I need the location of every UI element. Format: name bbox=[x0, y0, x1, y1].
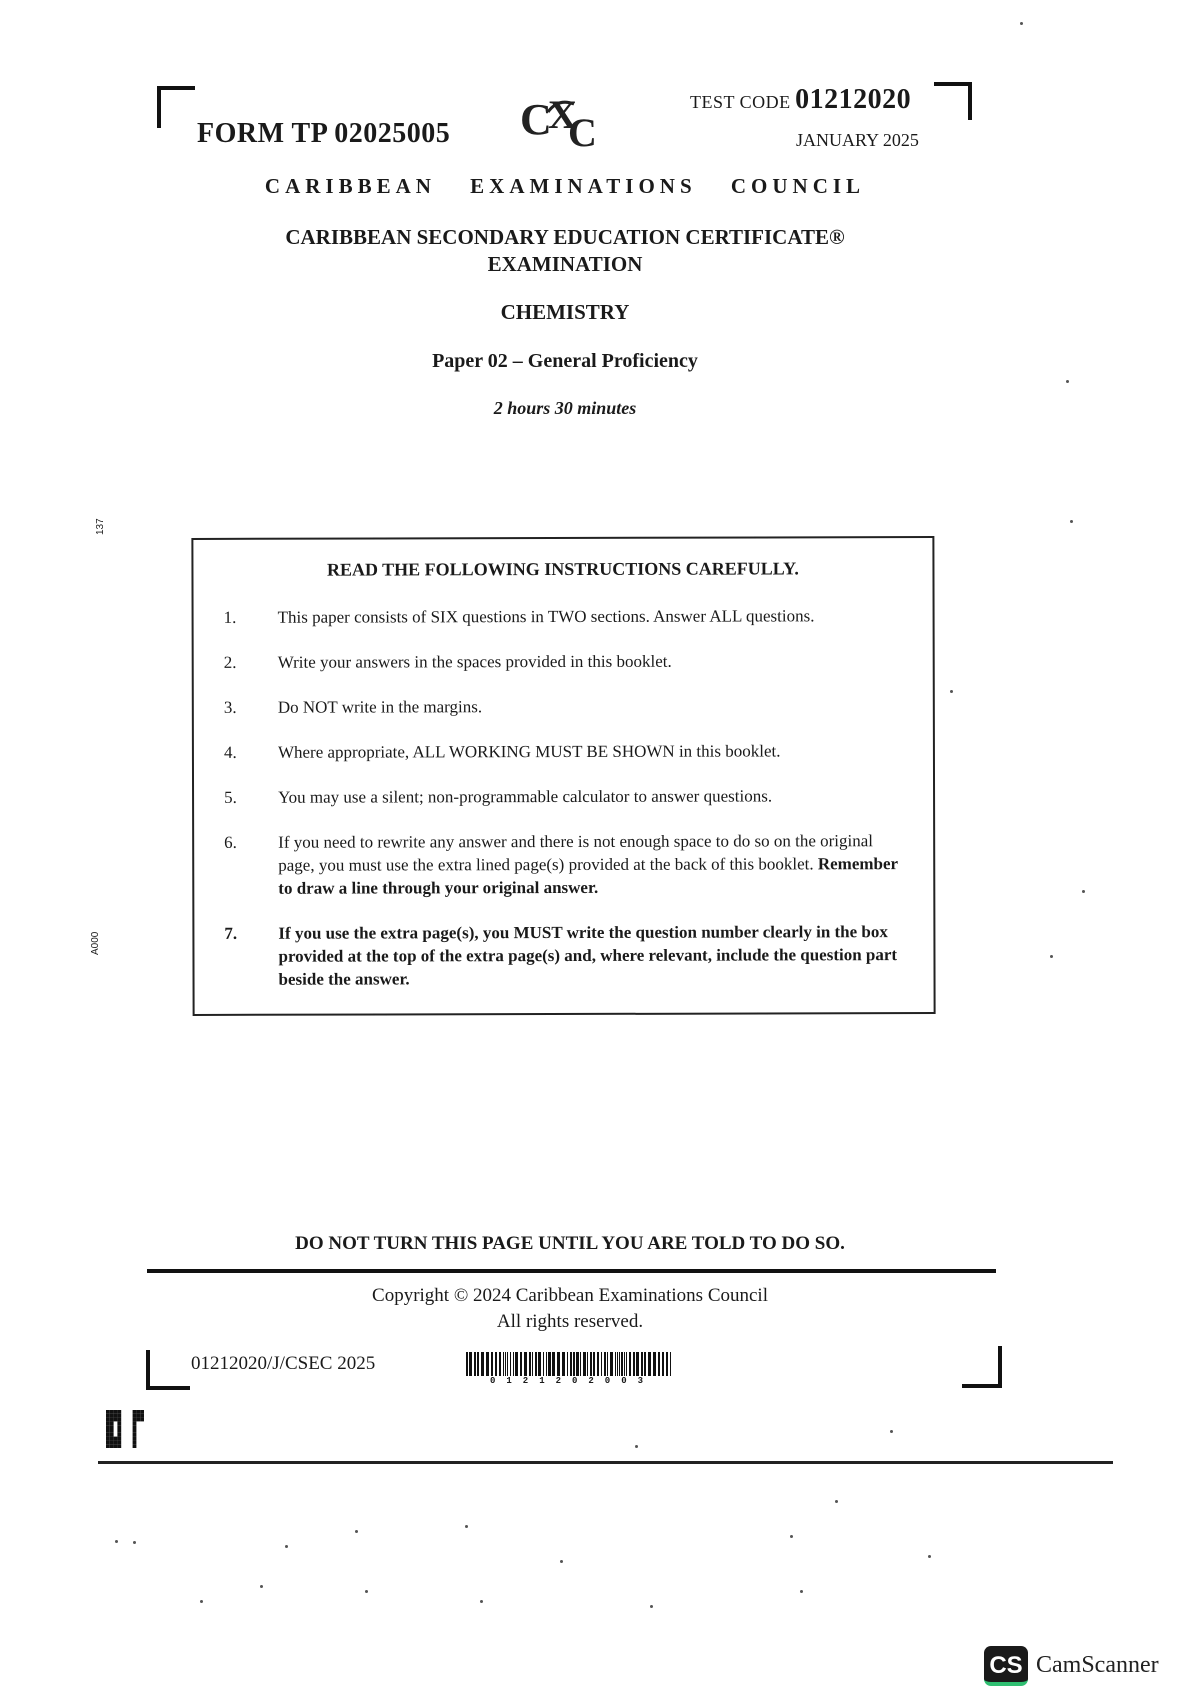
scan-speck bbox=[950, 690, 953, 693]
copyright-line-2: All rights reserved. bbox=[496, 1311, 644, 1332]
scan-speck bbox=[1020, 22, 1023, 25]
margin-mark-top: 137 bbox=[95, 518, 106, 535]
instruction-item bbox=[224, 739, 904, 764]
scan-speck bbox=[200, 1600, 203, 1603]
scan-speck bbox=[365, 1590, 368, 1593]
scan-speck bbox=[1070, 520, 1073, 523]
exam-duration: 2 hours 30 minutes bbox=[493, 398, 637, 418]
instructions-box bbox=[191, 536, 935, 1016]
instruction-number: 6. bbox=[224, 832, 237, 852]
instruction-text: Write your answers in the spaces provided in this booklet. bbox=[277, 651, 672, 672]
instruction-text: If you use the extra page(s), you MUST write the question number clearly in the box provided at the top of the extra page(s) and, where relevant, include the question part beside the answer. bbox=[278, 922, 898, 989]
svg-text:C: C bbox=[520, 95, 552, 144]
copyright-line-1: Copyright © 2024 Caribbean Examinations Council bbox=[372, 1285, 768, 1306]
cxc-logo bbox=[518, 90, 608, 154]
instruction-number: 4. bbox=[223, 742, 237, 762]
form-code: FORM TP 02025005 bbox=[197, 118, 451, 149]
paper-code: 01212020/J/CSEC 2025 bbox=[191, 1353, 376, 1374]
corner-mark-bottom-right bbox=[962, 1346, 1002, 1388]
corner-mark-top-left bbox=[157, 86, 195, 128]
barcode-digits: 0121202003 bbox=[490, 1376, 655, 1386]
scan-speck bbox=[800, 1590, 803, 1593]
copyright-block bbox=[0, 1283, 1140, 1335]
instruction-text: Do NOT write in the margins. bbox=[277, 697, 483, 717]
scan-speck bbox=[480, 1600, 483, 1603]
scan-speck bbox=[1082, 890, 1085, 893]
instruction-number: 5. bbox=[224, 787, 237, 807]
qr-code-icon bbox=[105, 1410, 145, 1448]
scan-speck bbox=[1050, 955, 1053, 958]
certificate-title bbox=[0, 224, 1130, 278]
council-name: CARIBBEAN EXAMINATIONS COUNCIL bbox=[264, 174, 866, 198]
instruction-number: 3. bbox=[223, 697, 237, 717]
instruction-number: 7. bbox=[224, 923, 238, 943]
scan-speck bbox=[560, 1560, 563, 1563]
corner-mark-bottom-left bbox=[146, 1350, 190, 1390]
scan-speck bbox=[928, 1555, 931, 1558]
page-bottom-divider bbox=[98, 1461, 1113, 1464]
test-code-block bbox=[690, 84, 911, 116]
margin-mark-bottom: A000 bbox=[90, 931, 101, 955]
scan-speck bbox=[285, 1545, 288, 1548]
scan-speck bbox=[465, 1525, 468, 1528]
camscanner-wordmark: CamScanner bbox=[1036, 1652, 1159, 1678]
scan-speck bbox=[260, 1585, 263, 1588]
instructions-list bbox=[224, 604, 905, 1013]
corner-mark-top-right bbox=[934, 82, 972, 120]
camscanner-logo-icon: CS bbox=[984, 1646, 1028, 1686]
instruction-number: 2. bbox=[223, 652, 237, 672]
scan-speck bbox=[790, 1535, 793, 1538]
subject-title: CHEMISTRY bbox=[500, 300, 630, 324]
test-code-label: TEST CODE bbox=[690, 92, 791, 112]
do-not-turn-warning: DO NOT TURN THIS PAGE UNTIL YOU ARE TOLD TO DO SO. bbox=[295, 1233, 845, 1254]
instruction-item bbox=[224, 649, 904, 674]
instruction-item bbox=[224, 694, 904, 719]
instruction-text: This paper consists of SIX questions in TWO sections. Answer ALL questions. bbox=[277, 606, 815, 627]
scan-speck bbox=[133, 1541, 136, 1544]
instruction-item bbox=[224, 829, 904, 900]
test-code-value: 01212020 bbox=[795, 84, 912, 115]
svg-text:X: X bbox=[548, 92, 577, 137]
instruction-number: 1. bbox=[223, 607, 237, 627]
certificate-line-1: CARIBBEAN SECONDARY EDUCATION CERTIFICATE® bbox=[285, 225, 845, 249]
paper-title: Paper 02 – General Proficiency bbox=[432, 350, 698, 372]
scan-speck bbox=[890, 1430, 893, 1433]
scan-speck bbox=[835, 1500, 838, 1503]
svg-text:C: C bbox=[568, 110, 597, 154]
instruction-text: You may use a silent; non-programmable calculator to answer questions. bbox=[278, 786, 773, 807]
footer-divider bbox=[147, 1269, 996, 1273]
instruction-text: Where appropriate, ALL WORKING MUST BE SHOWN in this booklet. bbox=[277, 741, 781, 762]
instruction-text: If you need to rewrite any answer and there is not enough space to do so on the original page, you must use the extra lined page(s) provided at the back of this booklet. bbox=[278, 831, 874, 875]
certificate-line-2: EXAMINATION bbox=[487, 252, 643, 276]
scan-speck bbox=[650, 1605, 653, 1608]
scan-speck bbox=[355, 1530, 358, 1533]
instructions-title: READ THE FOLLOWING INSTRUCTIONS CAREFULLY. bbox=[326, 558, 799, 580]
scan-speck bbox=[1066, 380, 1069, 383]
instruction-item bbox=[224, 784, 904, 809]
instruction-item bbox=[224, 604, 904, 629]
instruction-text-bold: Remember to draw a line through your original answer. bbox=[278, 854, 898, 898]
scan-speck bbox=[635, 1445, 638, 1448]
scan-speck bbox=[115, 1540, 118, 1543]
instruction-item bbox=[224, 920, 904, 991]
exam-session: JANUARY 2025 bbox=[796, 130, 919, 150]
